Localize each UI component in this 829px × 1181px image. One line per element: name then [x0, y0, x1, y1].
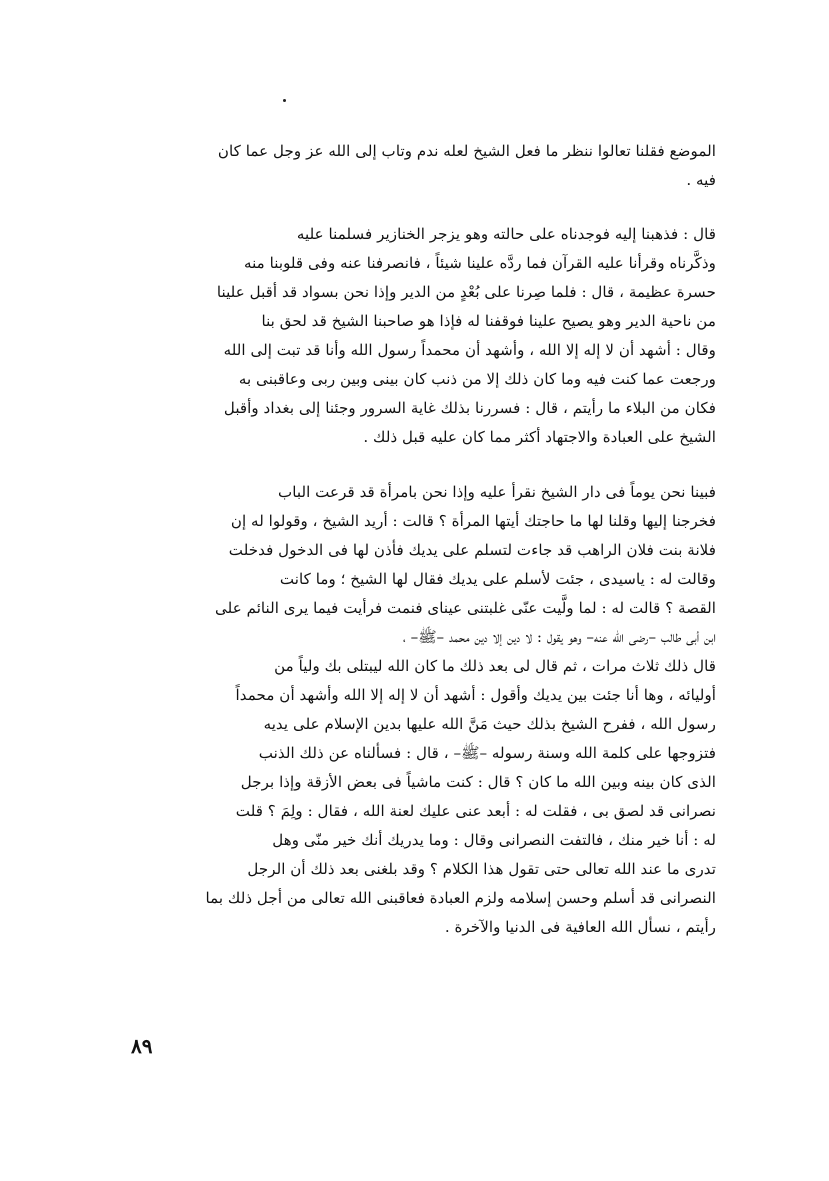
text-line: القصة ؟ قالت له : لما ولَّيت عنّى غلبتنى عيناى فنمت فرأيت فيما يرى النائم على [215, 599, 716, 617]
print-speck [283, 99, 286, 102]
paragraph-1 [131, 137, 716, 195]
text-line: قال : فذهبنا إليه فوجدناه على حالته وهو يزجر الخنازير فسلمنا عليه [296, 225, 716, 243]
page-number: ٨٩ [131, 1034, 153, 1058]
text-line: فلانة بنت فلان الراهب قد جاءت لتسلم على يديك فأذن لها فى الدخول فدخلت [228, 541, 716, 559]
text-line: وقال : أشهد أن لا إله إلا الله ، وأشهد أن محمداً رسول الله وأنا قد تبت إلى الله [223, 341, 716, 359]
text-line: الذى كان بينه وبين الله ما كان ؟ قال : كنت ماشياً فى بعض الأزقة وإذا برجل [240, 773, 716, 791]
text-line: فبينا نحن يوماً فى دار الشيخ نقرأ عليه وإذا نحن بامرأة قد قرعت الباب [277, 483, 716, 501]
text-line: وقالت له : ياسيدى ، جئت لأسلم على يديك فقال لها الشيخ ؛ وما كانت [279, 570, 716, 588]
text-line: رسول الله ، ففرح الشيخ بذلك حيث مَنَّ الله عليها بدين الإسلام على يديه [263, 715, 716, 733]
text-line: الشيخ على العبادة والاجتهاد أكثر مما كان عليه قبل ذلك . [363, 428, 716, 446]
text-line: حسرة عظيمة ، قال : فلما صِرنا على بُعْدٍ من الدير وإذا نحن بسواد قد أقبل علينا [216, 283, 716, 301]
text-line: النصرانى قد أسلم وحسن إسلامه ولزم العبادة فعاقبنى الله تعالى من أجل ذلك بما [205, 889, 716, 907]
text-line: فتزوجها على كلمة الله وسنة رسوله –ﷺ– ، قال : فسألناه عن ذلك الذنب [258, 744, 716, 762]
text-line: الموضع فقلنا تعالوا ننظر ما فعل الشيخ لعله ندم وتاب إلى الله عز وجل عما كان [217, 142, 716, 160]
paragraph-2 [131, 220, 716, 452]
text-line: نصرانى قد لصق بى ، فقلت له : أبعد عنى عليك لعنة الله ، فقال : ولِمَ ؟ قلت [235, 802, 716, 820]
text-line: فكان من البلاء ما رأيتم ، قال : فسررنا بذلك غاية السرور وجئنا إلى بغداد وأقبل [223, 399, 716, 417]
text-line: ابن أبى طالب –رضى الله عنه– وهو يقول : لا دين إلا دين محمد –ﷺ– ، [402, 628, 716, 646]
text-line: ورجعت عما كنت فيه وما كان ذلك إلا من ذنب كان بينى وبين ربى وعاقبنى به [238, 370, 716, 388]
text-line: رأيتم ، نسأل الله العافية فى الدنيا والآخرة . [444, 918, 716, 936]
text-line: فخرجنا إليها وقلنا لها ما حاجتك أيتها المرأة ؟ قالت : أريد الشيخ ، وقولوا له إن [230, 512, 716, 530]
paragraph-3 [131, 478, 716, 942]
text-line: تدرى ما عند الله تعالى حتى تقول هذا الكلام ؟ وقد بلغنى بعد ذلك أن الرجل [247, 860, 716, 878]
text-line: له : أنا خير منك ، فالتفت النصرانى وقال : وما يدريك أنك خير منّى وهل [272, 831, 716, 849]
text-line: أوليائه ، وها أنا جئت بين يديك وأقول : أشهد أن لا إله إلا الله وأشهد أن محمداً [235, 686, 716, 704]
text-line: من ناحية الدير وهو يصيح علينا فوقفنا له فإذا هو صاحبنا الشيخ قد لحق بنا [261, 312, 716, 330]
text-line: فيه . [686, 171, 716, 189]
text-line: قال ذلك ثلاث مرات ، ثم قال لى بعد ذلك ما كان الله ليبتلى بك ولياً من [274, 657, 716, 675]
text-line: وذكَّرناه وقرأنا عليه القرآن فما ردَّه علينا شيئاً ، فانصرفنا عنه وفى قلوبنا منه [243, 254, 716, 272]
